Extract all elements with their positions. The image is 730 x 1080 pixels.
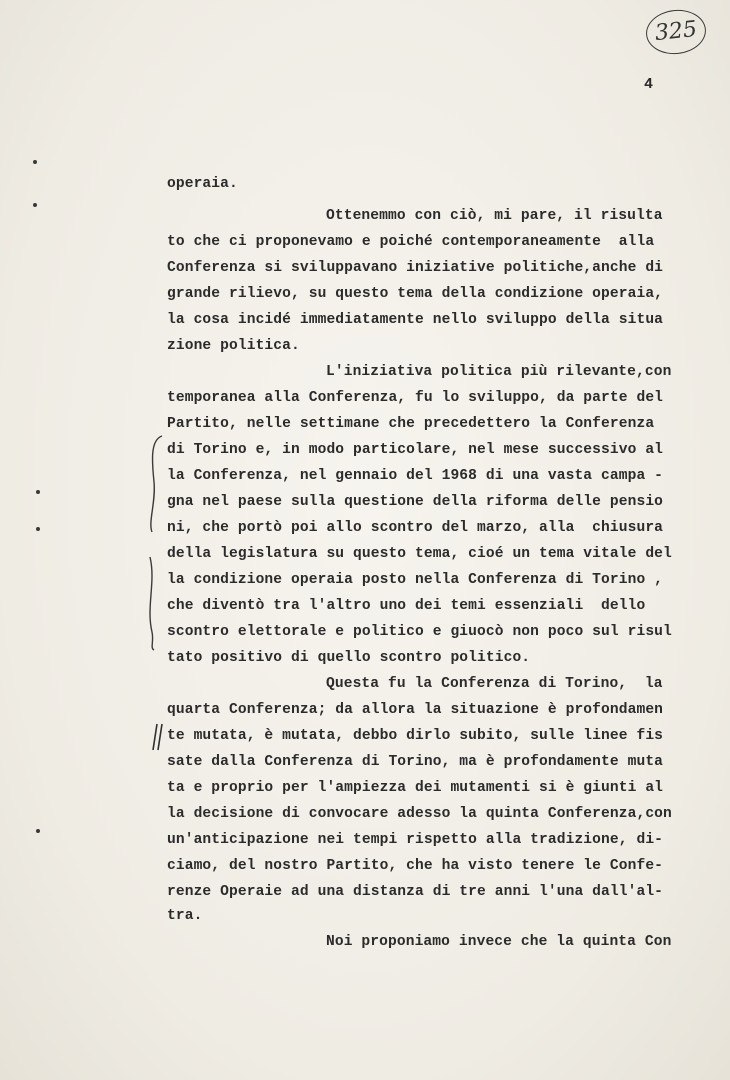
text-line: operaia. — [167, 176, 238, 192]
text-line: sate dalla Conferenza di Torino, ma è profondamente muta — [167, 754, 664, 770]
text-line: quarta Conferenza; da allora la situazione è profondamen — [167, 702, 664, 718]
margin-dot — [33, 203, 37, 207]
text-line: di Torino e, in modo particolare, nel mese successivo al — [167, 442, 664, 458]
text-line: Conferenza si sviluppavano iniziative politiche,anche di — [167, 260, 664, 276]
text-line: scontro elettorale e politico e giuocò non poco sul risul — [167, 624, 672, 640]
text-line: Noi proponiamo invece che la quinta Con — [326, 934, 672, 950]
text-line: ciamo, del nostro Partito, che ha visto tenere le Confe- — [167, 858, 664, 874]
text-line: la Conferenza, nel gennaio del 1968 di una vasta campa - — [167, 468, 664, 484]
margin-dot — [36, 527, 40, 531]
text-line: te mutata, è mutata, debbo dirlo subito, sulle linee fis — [167, 728, 664, 744]
margin-double-line-mark — [148, 722, 166, 752]
text-line: che diventò tra l'altro uno dei temi essenziali dello — [167, 598, 646, 614]
text-line: la condizione operaia posto nella Conferenza di Torino , — [167, 572, 664, 588]
text-line: Ottenemmo con ciò, mi pare, il risulta — [326, 208, 663, 224]
text-line: la decisione di convocare adesso la quinta Conferenza,con — [167, 806, 672, 822]
margin-dot — [36, 829, 40, 833]
page-number: 4 — [644, 76, 654, 93]
text-line: della legislatura su questo tema, cioé un tema vitale del — [167, 546, 672, 562]
text-line: un'anticipazione nei tempi rispetto alla tradizione, di- — [167, 832, 664, 848]
margin-dot — [33, 160, 37, 164]
text-line: gna nel paese sulla questione della riforma delle pensio — [167, 494, 664, 510]
text-line: ni, che portò poi allo scontro del marzo, alla chiusura — [167, 520, 664, 536]
text-line: temporanea alla Conferenza, fu lo sviluppo, da parte del — [167, 390, 664, 406]
text-line: tra. — [167, 908, 203, 924]
text-line: L'iniziativa politica più rilevante,con — [326, 364, 672, 380]
margin-dot — [36, 490, 40, 494]
text-line: tato positivo di quello scontro politico. — [167, 650, 531, 666]
text-line: renze Operaie ad una distanza di tre anni l'una dall'al- — [167, 884, 664, 900]
text-line: ta e proprio per l'ampiezza dei mutamenti si è giunti al — [167, 780, 664, 796]
text-line: to che ci proponevamo e poiché contemporaneamente alla — [167, 234, 655, 250]
text-line: zione politica. — [167, 338, 300, 354]
text-line: la cosa incidé immediatamente nello sviluppo della situa — [167, 312, 664, 328]
margin-bracket-mark — [140, 432, 166, 652]
archive-number-stamp: 325 — [644, 7, 708, 57]
text-line: Questa fu la Conferenza di Torino, la — [326, 676, 663, 692]
text-line: Partito, nelle settimane che precedettero la Conferenza — [167, 416, 655, 432]
text-line: grande rilievo, su questo tema della condizione operaia, — [167, 286, 664, 302]
